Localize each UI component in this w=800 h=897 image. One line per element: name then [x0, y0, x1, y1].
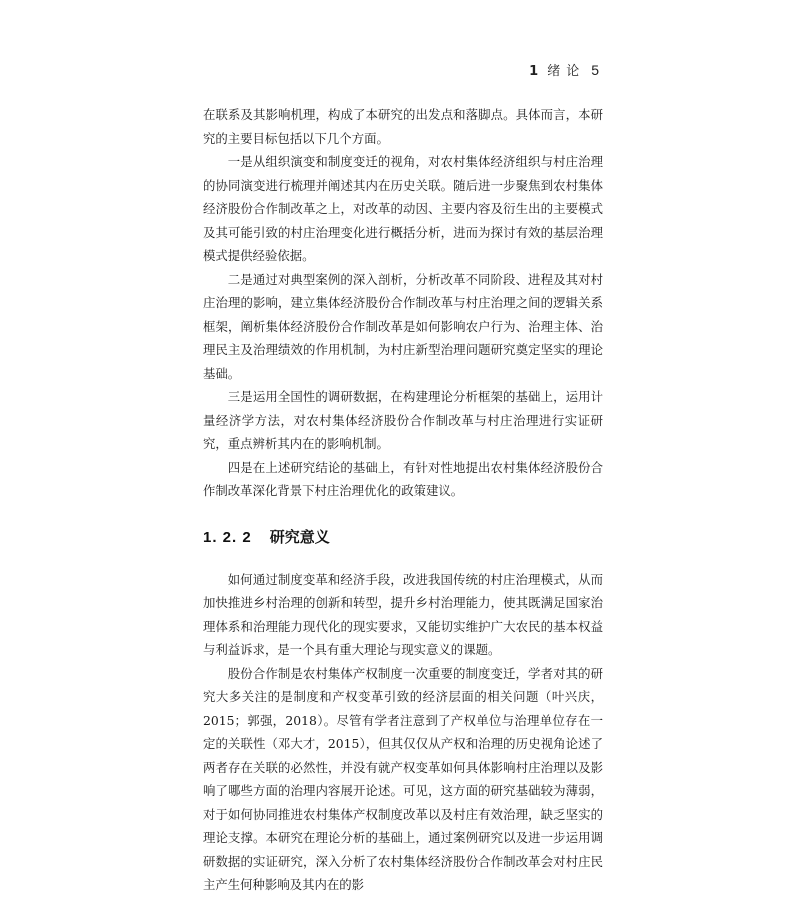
page-number: 5 — [591, 62, 600, 78]
paragraph-significance-2: 股份合作制是农村集体产权制度一次重要的制度变迁，学者对其的研究大多关注的是制度和产权变革引致的经济层面的相关问题（叶兴庆，2015；郭强，2018）。尽管有学者注意到了产权单位与治理单位存在一定的关联性（邓大才，2015），但其仅仅从产权和治理的历史视角论述了两者存在关联的必然性，并没有就产权变革如何具体影响村庄治理以及影响了哪些方面的治理内容展开论述。可见，这方面的研究基础较为薄弱，对于如何协同推进农村集体产权制度改革以及村庄有效治理，缺乏坚实的理论支撑。本研究在理论分析的基础上，通过案例研究以及进一步运用调研数据的实证研究，深入分析了农村集体经济股份合作制改革会对村庄民主产生何种影响及其内在的影 — [203, 665, 603, 892]
running-head — [529, 60, 600, 79]
page-body — [203, 103, 603, 897]
paragraph-significance-1: 如何通过制度变革和经济手段，改进我国传统的村庄治理模式，从而加快推进乡村治理的创新和转型，提升乡村治理能力，使其既满足国家治理体系和治理能力现代化的现实要求，又能切实维护广大农民的基本权益与利益诉求，是一个具有重大理论与现实意义的课题。 — [203, 571, 603, 657]
paragraph-goal-2: 二是通过对典型案例的深入剖析，分析改革不同阶段、进程及其对村庄治理的影响，建立集体经济股份合作制改革与村庄治理之间的逻辑关系框架，阐析集体经济股份合作制改革是如何影响农户行为、治理主体、治理民主及治理绩效的作用机制，为村庄新型治理问题研究奠定坚实的理论基础。 — [203, 271, 603, 381]
section-heading — [203, 525, 603, 550]
section-number: 1. 2. 2 — [203, 528, 252, 546]
paragraph-continued: 在联系及其影响机理，构成了本研究的出发点和落脚点。具体而言，本研究的主要目标包括以下几个方面。 — [203, 107, 603, 146]
paragraph-goal-1: 一是从组织演变和制度变迁的视角，对农村集体经济组织与村庄治理的协同演变进行梳理并阐述其内在历史关联。随后进一步聚焦到农村集体经济股份合作制改革之上，对改革的动因、主要内容及衍生出的主要模式及其可能引致的村庄治理变化进行概括分析，进而为探讨有效的基层治理模式提供经验依据。 — [203, 154, 603, 263]
chapter-number: 1 — [529, 64, 540, 79]
chapter-title: 绪论 — [547, 64, 586, 79]
section-title: 研究意义 — [269, 527, 330, 546]
paragraph-goal-3: 三是运用全国性的调研数据，在构建理论分析框架的基础上，运用计量经济学方法，对农村集体经济股份合作制改革与村庄治理进行实证研究，重点辨析其内在的影响机制。 — [203, 389, 603, 451]
paragraph-goal-4: 四是在上述研究结论的基础上，有针对性地提出农村集体经济股份合作制改革深化背景下村庄治理优化的政策建议。 — [203, 459, 603, 498]
